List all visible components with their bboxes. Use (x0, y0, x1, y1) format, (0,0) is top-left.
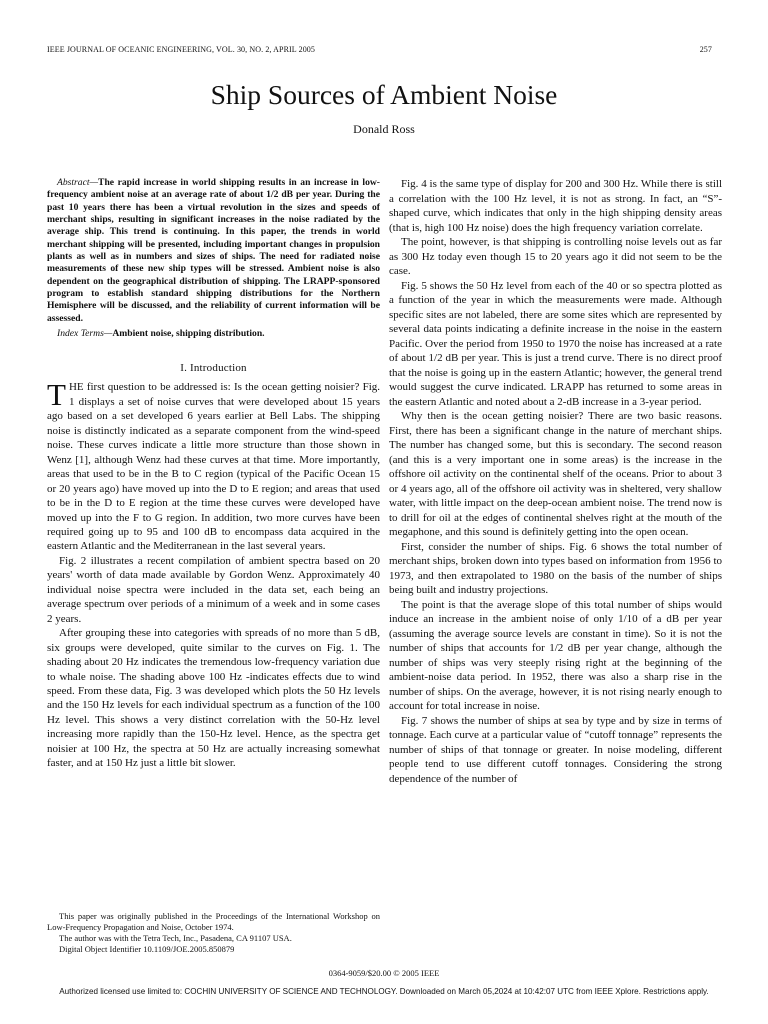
index-terms-label: Index Terms— (57, 328, 113, 340)
right-column (389, 177, 722, 786)
right-paragraph-7: Fig. 7 shows the number of ships at sea by type and by size in terms of tonnage. Each curve at a particular value of “cutoff tonnage” represents the number of ships of that tonnage or greater. In noise modeling, different people tend to use different cutoff tonnages. Considering the strong dependence of the number of (389, 714, 722, 785)
section-heading-introduction: I. Introduction (180, 362, 247, 375)
footnotes (47, 911, 380, 955)
intro-paragraph-2: Fig. 2 illustrates a recent compilation of ambient spectra based on 20 years' worth of data made available by Gordon Wenz. Approximately 40 individual noise spectra were included in the data set, each being an average spectrum over periods of a minimum of a week and in some cases 2 years. (47, 554, 380, 625)
drop-cap: T (47, 377, 66, 413)
abstract-label: Abstract— (57, 177, 99, 188)
footnote-publication: This paper was originally published in the Proceedings of the International Workshop on Low-Frequency Propagation and Noise, October 1974. (47, 911, 380, 932)
right-paragraph-5: First, consider the number of ships. Fig. 6 shows the total number of merchant ships, broken down into types based on information from 1956 to 1973, and then extrapolated to 1980 on the basis of the number of ships being built and industry projections. (389, 540, 722, 596)
running-header-journal: IEEE JOURNAL OF OCEANIC ENGINEERING, VOL. 30, NO. 2, APRIL 2005 (47, 45, 315, 54)
intro-paragraph-3: After grouping these into categories with spreads of no more than 5 dB, six groups were developed, quite similar to the curves on Fig. 1. The shading about 20 Hz indicates the tremendous low-frequency variation due to whale noise. The shading above 100 Hz -indicates effects due to wind speed. From these data, Fig. 3 was developed which plots the 50 Hz levels and the 150 Hz levels for each individual spectrum as a function of the 100 Hz level. This shows a very distinct correlation with the 50-Hz level increasing more rapidly than the 150-Hz level. Hence, as the spectra get noisier at 100 Hz, the spectra at 50 Hz are actually increasing somewhat faster, and at 150 Hz just a little bit slower. (47, 627, 380, 770)
footnote-doi: Digital Object Identifier 10.1109/JOE.2005.850879 (59, 944, 235, 954)
index-terms-text: Ambient noise, shipping distribution. (112, 328, 265, 340)
abstract-text: The rapid increase in world shipping results in an increase in low-frequency ambient noise at an average rate of about 1/2 dB per year. During the past 10 years there has been a virtual revolution in the sizes and speeds of merchant ships, resulting in significant increases in the noise radiated by the average ship. This trend is continuing. In this paper, the trends in world merchant shipping will be presented, including important changes in propulsion plants as well as in numbers and sizes of ships. The need for radiated noise measurements of these new ship types will be stressed. Ambient noise is also dependent on the geographical distribution of shipping. The LRAPP-sponsored program to establish standard shipping distributions for the Northern Hemisphere will be discussed, and the reliability of current information will be assessed. (47, 177, 380, 324)
right-paragraph-3: Fig. 5 shows the 50 Hz level from each of the 40 or so spectra plotted as a function of the year in which the measurements were made. Although specific sites are not labeled, there are some sites which are represented by several data points indicating a definite increase in the noise in the eastern Pacific. Over the period from 1950 to 1970 the noise has increased at a rate of about 1/2 dB per year. This is just a trend curve. There is no direct proof that the noise is going up in the eastern Atlantic; however, the general trend would suggest the curve indicated. LRAPP has returned to some areas in the eastern Atlantic and noted about a 2-dB increase in a 3-year period. (389, 279, 722, 408)
right-paragraph-4: Why then is the ocean getting noisier? There are two basic reasons. First, there has been a significant change in the nature of merchant ships. The number has changed some, but this is secondary. The second reason (and this is a very important one in some areas) is the increase in the offshore oil activity on the continental shelf of the oceans. Prior to about 3 or 4 years ago, all of the offshore oil activity was in sheltered, very shallow water, with little impact on the deep-ocean ambient noise. The trend now is to drill for oil at the edges of continental shelves right at the mouth of the megaphone, and this sound is definitely getting into the open ocean. (389, 410, 722, 538)
right-paragraph-6: The point is that the average slope of this total number of ships would induce an increase in the ambient noise of only 1/10 of a dB per year (assuming the average source levels are constant in time). So it is not the number of ships that accounts for 1/2 dB per year change, although the number of ships was very steeply rising right at the beginning of the ambient-noise data period. In 1952, there was also a sharp rise in the number of ships. On the average, however, it is not rising nearly enough to account for total increase in noise. (389, 598, 722, 712)
right-paragraph-2: The point, however, is that shipping is controlling noise levels out as far as 300 Hz today even though 15 to 20 years ago it did not seem to be the case. (389, 236, 722, 277)
intro-paragraph-1 (47, 377, 380, 553)
page-number: 257 (699, 45, 712, 54)
index-terms (47, 328, 380, 340)
abstract (47, 177, 380, 325)
paper-title: Ship Sources of Ambient Noise (210, 79, 558, 110)
intro-paragraph-1-text: HE first question to be addressed is: Is the ocean getting noisier? Fig. 1 displays a set of noise curves that were developed about 15 years ago based on a set developed 6 years earlier at Bell Labs. The shipping noise is distinctly indicated as a separate component from the wind-speed noise. These curves indicate a little more structure than those shown in Wenz [1], although Wenz had these curves at that time. More importantly, areas that used to be in the B to C region (typical of the Pacific Ocean 15 or 20 years ago) have moved up into the D to E region; and areas that used to be in the D to E region at the time these curves were developed have moved up into the F to G region. In addition, two more curves have been required going up to 95 and 100 dB to encompass data acquired in the eastern Atlantic and the Mediterranean in the last several years. (47, 381, 380, 553)
copyright-line: 0364-9059/$20.00 © 2005 IEEE (328, 968, 440, 978)
license-notice: Authorized licensed use limited to: COCHIN UNIVERSITY OF SCIENCE AND TECHNOLOGY. Downloaded on March 05,2024 at 10:42:07 UTC from IEEE Xplore. Restrictions apply. (59, 987, 709, 996)
right-paragraph-1: Fig. 4 is the same type of display for 200 and 300 Hz. While there is still a correlation with the 100 Hz level, it is not as strong. In fact, an “S”-shaped curve, which indicates that only in the high shipping density areas (that is, high 100 Hz noise) does the high frequency variation correlate. (389, 178, 722, 234)
footnote-affiliation: The author was with the Tetra Tech, Inc., Pasadena, CA 91107 USA. (59, 933, 292, 943)
left-column (47, 177, 380, 771)
author-name: Donald Ross (353, 122, 415, 136)
